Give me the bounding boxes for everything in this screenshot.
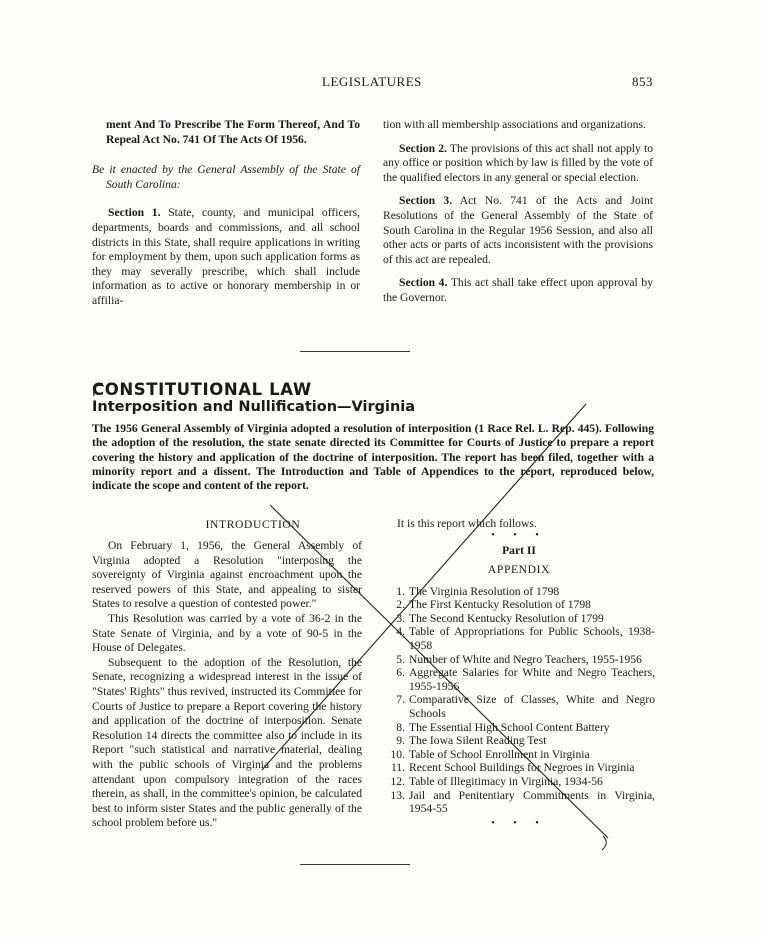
introduction-paragraph-3: Subsequent to the adoption of the Resolution, the Senate, recognizing a widespread interest in the issue of "States' Rights" thus revived, instructed its Committee for Courts of Justice to prepare a Report covering the history and application of the doctrine of interposition. Senate Resolution 14 directs the committee also to include in its Report "such statistical and narrative material, dealing with the public schools of Virginia and the problems attendant upon compulsory integration of the races therein, as shall, in the committee's opinion, be calculated best to inform sister States and the public generally of the school problem before us." [92,655,362,830]
section-subheading: Interposition and Nullification—Virginia [92,399,416,415]
enacting-clause: Be it enacted by the General Assembly of the State of South Carolina: [92,163,360,191]
page-number: 853 [632,74,653,89]
appendix-item [383,748,655,762]
appendix-item-text: The Virginia Resolution of 1798 [409,584,560,598]
appendix-item [383,612,655,626]
section-divider [300,351,410,352]
appendix-list [383,585,655,816]
appendix-item [383,653,655,667]
appendix-item-text: Recent School Buildings for Negroes in Virginia [409,761,635,775]
appendix-item [383,666,655,693]
appendix-item-text: Jail and Penitentiary Commitments in Virginia, 1954-55 [409,788,655,816]
appendix-column [383,517,655,829]
appendix-part: Part II [502,543,536,557]
section-summary: The 1956 General Assembly of Virginia adopted a resolution of interposition (1 Race Rel. L. Rep. 445). Following the adoption of the resolution, the state senate directed its Committee for Courts of Justice to prepare a report covering the history and application of the doctrine of interposition. The report has been filed, together with a minority report and a dissent. The Introduction and Table of Appendices to the report, reproduced below, indicate the scope and content of the report. [92,422,654,493]
appendix-item-number: 10. [390,747,405,761]
section-4 [383,276,653,305]
introduction-paragraph-1: On February 1, 1956, the General Assembly of Virginia adopted a Resolution "interposing the sovereignty of Virginia against encroachment upon the reserved powers of this State, and appealing to sister States to resolve a question of contested power." [92,539,362,611]
running-title: LEGISLATURES [322,74,422,89]
section-3 [383,194,653,267]
appendix-heading: APPENDIX [487,562,551,576]
appendix-item-number: 11. [390,761,405,775]
section-2 [383,142,653,186]
appendix-item-number: 6. [396,666,405,680]
bottom-divider [300,864,410,865]
section-heading: CONSTITUTIONAL LAW [92,380,312,399]
appendix-item-text: Table of School Enrollment in Virginia [409,747,590,761]
appendix-item-number: 7. [396,693,405,707]
appendix-item-number: 13. [390,788,405,802]
appendix-item [383,585,655,599]
appendix-item-number: 2. [396,598,405,612]
introduction-heading: INTRODUCTION [205,518,301,531]
appendix-item [383,789,655,816]
appendix-item [383,693,655,720]
appendix-item-number: 5. [396,652,405,666]
introduction-paragraph-2: This Resolution was carried by a vote of 36-2 in the State Senate of Virginia, and by a vote of 90-5 in the House of Delegates. [92,611,362,655]
appendix-item-text: Aggregate Salaries for White and Negro Teachers, 1955-1956 [409,666,655,693]
section-1-text: State, county, and municipal officers, departments, boards and commissions, and all school districts in this State, shall require applications in writing for employment by them, upon such application forms as they may severally prescribe, which shall include information as to active or honorary membership in or affilia- [92,206,360,307]
ornament-dots: • • • [491,529,547,541]
section-3-text: Act No. 741 of the Acts and Joint Resolutions of the General Assembly of the State of South Carolina in the Regular 1956 Session, and also all other acts or parts of acts inconsistent with the provisions of this act are repealed. [383,194,653,266]
appendix-item [383,598,655,612]
section-2-text: The provisions of this act shall not apply to any office or position which by law is filled by the vote of the qualified electors in any general or special election. [383,141,653,184]
section-1 [92,206,360,308]
appendix-item-text: Table of Illegitimacy in Virginia, 1934-56 [409,774,603,788]
appendix-item-number: 4. [396,625,405,639]
appendix-item-text: Number of White and Negro Teachers, 1955-1956 [409,652,642,666]
top-left-column [92,118,360,309]
top-right-column [383,118,653,306]
pen-hook [602,836,606,850]
appendix-item [383,761,655,775]
section-3-label: Section 3. [399,194,453,208]
appendix-item-number: 9. [396,734,405,748]
appendix-item-text: The First Kentucky Resolution of 1798 [409,598,591,612]
section-4-text: This act shall take effect upon approval by the Governor. [383,276,653,304]
appendix-item-text: The Second Kentucky Resolution of 1799 [409,611,604,625]
appendix-lead: It is this report which follows. [397,517,537,530]
appendix-item [383,721,655,735]
introduction-column [92,518,362,831]
appendix-item-number: 12. [390,774,405,788]
appendix-item-text: The Essential High School Content Battery [409,720,610,734]
section-4-label: Section 4. [399,276,448,290]
appendix-item-number: 1. [396,584,405,598]
section-1-label: Section 1. [108,206,161,220]
section-1-continuation: tion with all membership associations and organizations. [383,118,646,131]
appendix-item-number: 8. [396,720,405,734]
appendix-item-text: Table of Appropriations for Public Schools, 1938-1958 [409,625,655,652]
appendix-item [383,775,655,789]
appendix-item-number: 3. [396,611,405,625]
act-title-continuation: ment And To Prescribe The Form Thereof, And To Repeal Act No. 741 Of The Acts Of 1956. [106,118,360,146]
appendix-item-text: The Iowa Silent Reading Test [409,734,547,748]
section-2-label: Section 2. [399,141,447,155]
appendix-item [383,625,655,652]
end-ornament-dots: • • • [491,817,547,829]
appendix-item-text: Comparative Size of Classes, White and Negro Schools [409,693,655,720]
appendix-item [383,734,655,748]
